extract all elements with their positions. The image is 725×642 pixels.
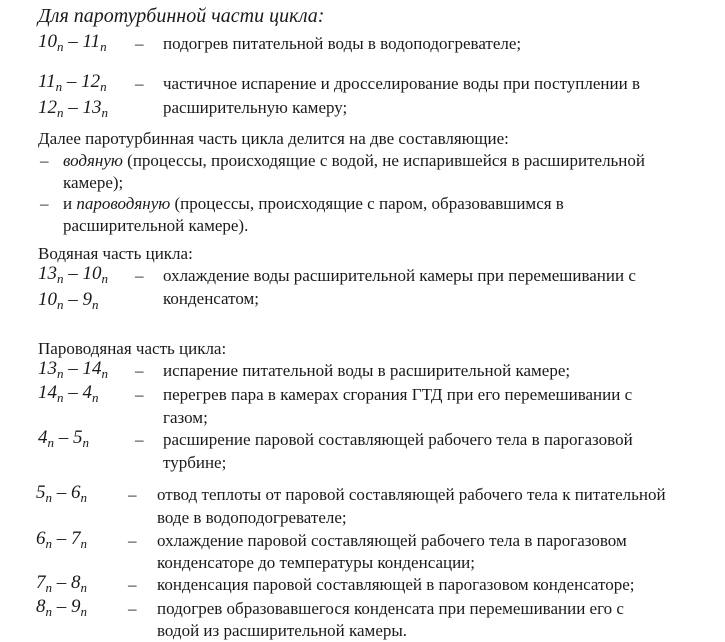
minus-sign: –	[52, 482, 71, 503]
subscript: п	[45, 604, 52, 619]
subscript: п	[47, 435, 54, 450]
bullet-prefix: и	[63, 194, 77, 213]
paragraph: Далее паротурбинная часть цикла делится на две составляющие:	[38, 129, 509, 148]
state-number: 13	[38, 263, 57, 284]
subscript: п	[92, 297, 99, 312]
subscript: п	[101, 366, 108, 381]
process-label	[38, 31, 107, 58]
bullet-text	[63, 150, 645, 172]
state-number: 9	[82, 289, 92, 310]
minus-sign: –	[63, 97, 83, 118]
dash: –	[128, 575, 137, 594]
state-number: 13	[82, 97, 102, 118]
minus-sign: –	[54, 427, 73, 448]
dash: –	[135, 266, 144, 285]
state-number: 10	[38, 31, 57, 52]
subscript: п	[92, 390, 99, 405]
process-label	[36, 572, 87, 599]
section-heading: Водяная часть цикла:	[38, 244, 193, 263]
process-description: водой из расширительной камеры.	[157, 621, 408, 640]
process-label	[38, 71, 107, 98]
subscript: п	[57, 366, 64, 381]
process-label	[38, 289, 99, 316]
state-number: 7	[71, 528, 81, 549]
state-number: 14	[82, 358, 102, 379]
emphasis: пароводяную	[76, 194, 171, 213]
subscript: п	[45, 580, 52, 595]
process-description: воде в водоподогревателе;	[157, 508, 347, 527]
process-label	[36, 596, 87, 623]
subscript: п	[55, 79, 63, 94]
process-description: частичное испарение и дросселирование воды при поступлении в	[163, 74, 640, 93]
minus-sign: –	[63, 382, 83, 403]
subscript: п	[80, 536, 87, 551]
process-description: отвод теплоты от паровой составляющей рабочего тела к питательной	[157, 485, 666, 504]
minus-sign: –	[52, 596, 71, 617]
bullet-rest: (процессы, происходящие с водой, не испарившейся в расширительной	[122, 151, 646, 170]
process-description: конденсатом;	[163, 289, 260, 308]
process-description: охлаждение паровой составляющей рабочего тела в парогазовом	[157, 531, 627, 550]
subscript: п	[80, 490, 87, 505]
subscript: п	[101, 271, 108, 286]
subscript: п	[57, 390, 64, 405]
process-description: расширение паровой составляющей рабочего тела в парогазовой	[163, 430, 633, 449]
process-description: подогрев питательной воды в водоподогревателе;	[163, 34, 522, 53]
subscript: п	[80, 604, 87, 619]
bullet-text	[63, 193, 564, 215]
state-number: 8	[71, 572, 81, 593]
process-description: испарение питательной воды в расширительной камере;	[163, 361, 571, 380]
subscript: п	[100, 39, 107, 54]
process-label	[36, 482, 87, 509]
subscript: п	[45, 490, 52, 505]
emphasis: водяную	[63, 151, 123, 170]
state-number: 6	[71, 482, 81, 503]
minus-sign: –	[52, 572, 71, 593]
minus-sign: –	[63, 31, 83, 52]
state-number: 10	[82, 263, 102, 284]
subscript: п	[100, 79, 107, 94]
process-label	[38, 382, 99, 409]
minus-sign: –	[63, 289, 83, 310]
subscript: п	[45, 536, 52, 551]
state-number: 11	[38, 71, 56, 92]
subscript: п	[57, 271, 64, 286]
state-number: 8	[36, 596, 46, 617]
process-description: конденсаторе до температуры конденсации;	[157, 553, 476, 572]
subscript: п	[57, 39, 64, 54]
minus-sign: –	[63, 263, 83, 284]
dash: –	[128, 485, 137, 504]
bullet-text-line2: камере);	[63, 173, 124, 192]
dash: –	[135, 430, 144, 449]
state-number: 13	[38, 358, 57, 379]
minus-sign: –	[63, 358, 83, 379]
subscript: п	[82, 435, 89, 450]
process-description: расширительную камеру;	[163, 98, 348, 117]
state-number: 12	[38, 97, 57, 118]
state-number: 6	[36, 528, 46, 549]
state-number: 4	[38, 427, 48, 448]
process-description: турбине;	[163, 453, 227, 472]
subscript: п	[57, 105, 64, 120]
state-number: 9	[71, 596, 81, 617]
subscript: п	[57, 297, 64, 312]
process-label	[36, 528, 87, 555]
process-description: охлаждение воды расширительной камеры при перемешивании с	[163, 266, 636, 285]
process-label	[38, 358, 108, 385]
bullet-text-line2: расширительной камере).	[63, 216, 249, 235]
process-label	[38, 427, 89, 454]
dash: –	[128, 599, 137, 618]
process-description: перегрев пара в камерах сгорания ГТД при его перемешивании с	[163, 385, 633, 404]
bullet-rest: (процессы, происходящие с паром, образовавшимся в	[170, 194, 564, 213]
state-number: 12	[81, 71, 101, 92]
state-number: 10	[38, 289, 57, 310]
bullet-dash: –	[40, 194, 49, 213]
bullet-dash: –	[40, 151, 49, 170]
state-number: 4	[82, 382, 92, 403]
minus-sign: –	[52, 528, 71, 549]
subscript: п	[101, 105, 108, 120]
minus-sign: –	[62, 71, 82, 92]
subscript: п	[80, 580, 87, 595]
process-description: подогрев образовавшегося конденсата при перемешивании его с	[157, 599, 624, 618]
section-title: Для паротурбинной части цикла:	[38, 5, 325, 27]
dash: –	[135, 385, 144, 404]
state-number: 5	[36, 482, 46, 503]
process-label	[38, 263, 108, 290]
process-description: газом;	[163, 408, 208, 427]
state-number: 11	[82, 31, 101, 52]
section-heading: Пароводяная часть цикла:	[38, 339, 227, 358]
dash: –	[128, 531, 137, 550]
dash: –	[135, 74, 144, 93]
state-number: 5	[73, 427, 83, 448]
process-label	[38, 97, 108, 124]
state-number: 7	[36, 572, 46, 593]
dash: –	[135, 361, 144, 380]
process-description: конденсация паровой составляющей в парогазовом конденсаторе;	[157, 575, 635, 594]
dash: –	[135, 34, 144, 53]
state-number: 14	[38, 382, 57, 403]
